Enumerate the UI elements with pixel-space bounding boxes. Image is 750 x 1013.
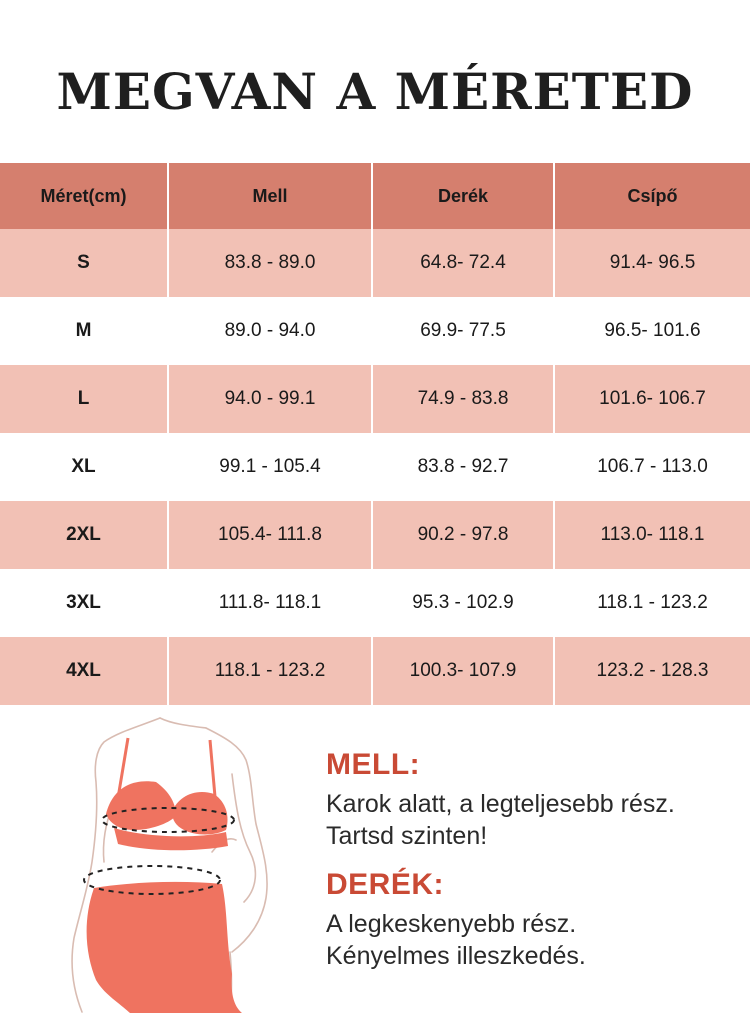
table-row [0, 501, 750, 569]
mell-description-line2: Tartsd szinten! [326, 822, 488, 850]
table-row [0, 569, 750, 637]
size-cell: 2XL [0, 501, 168, 569]
size-chart-table [0, 163, 750, 705]
csipo-cell: 101.6- 106.7 [554, 365, 750, 433]
mell-description-line1: Karok alatt, a legteljesebb rész. [326, 790, 675, 818]
header-derek: Derék [372, 163, 554, 229]
size-cell: L [0, 365, 168, 433]
csipo-cell: 91.4- 96.5 [554, 229, 750, 297]
table-row [0, 433, 750, 501]
table-row [0, 365, 750, 433]
mell-cell: 89.0 - 94.0 [168, 297, 372, 365]
table-header-row [0, 163, 750, 229]
mell-heading: MELL: [326, 748, 421, 781]
size-cell: S [0, 229, 168, 297]
derek-cell: 95.3 - 102.9 [372, 569, 554, 637]
derek-description-line2: Kényelmes illeszkedés. [326, 942, 586, 970]
mell-cell: 105.4- 111.8 [168, 501, 372, 569]
table-row [0, 229, 750, 297]
derek-description-line1: A legkeskenyebb rész. [326, 910, 577, 938]
table-row [0, 637, 750, 705]
bikini-bottom [87, 882, 242, 1013]
header-mell: Mell [168, 163, 372, 229]
csipo-cell: 118.1 - 123.2 [554, 569, 750, 637]
derek-cell: 74.9 - 83.8 [372, 365, 554, 433]
derek-cell: 100.3- 107.9 [372, 637, 554, 705]
derek-heading: DERÉK: [326, 868, 445, 901]
size-cell: 3XL [0, 569, 168, 637]
mell-cell: 111.8- 118.1 [168, 569, 372, 637]
csipo-cell: 123.2 - 128.3 [554, 637, 750, 705]
table-row [0, 297, 750, 365]
csipo-cell: 96.5- 101.6 [554, 297, 750, 365]
mell-cell: 99.1 - 105.4 [168, 433, 372, 501]
header-size: Méret(cm) [0, 163, 168, 229]
body-measurement-illustration [0, 712, 300, 1013]
page-title: MEGVAN A MÉRETED [56, 62, 694, 121]
bikini-top [106, 738, 228, 850]
derek-cell: 69.9- 77.5 [372, 297, 554, 365]
csipo-cell: 106.7 - 113.0 [554, 433, 750, 501]
measurement-legend [326, 748, 736, 972]
mell-cell: 83.8 - 89.0 [168, 229, 372, 297]
csipo-cell: 113.0- 118.1 [554, 501, 750, 569]
size-cell: 4XL [0, 637, 168, 705]
header-csipo: Csípő [554, 163, 750, 229]
derek-cell: 64.8- 72.4 [372, 229, 554, 297]
derek-cell: 90.2 - 97.8 [372, 501, 554, 569]
mell-cell: 118.1 - 123.2 [168, 637, 372, 705]
mell-cell: 94.0 - 99.1 [168, 365, 372, 433]
size-cell: XL [0, 433, 168, 501]
derek-cell: 83.8 - 92.7 [372, 433, 554, 501]
size-cell: M [0, 297, 168, 365]
